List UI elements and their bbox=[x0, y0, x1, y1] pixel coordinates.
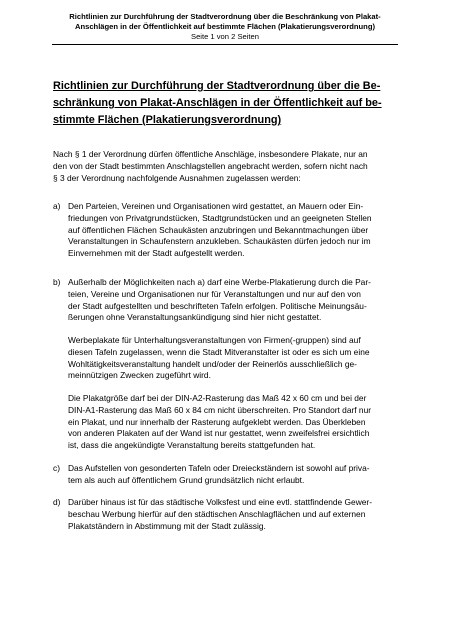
item-b-subparagraph-1 bbox=[68, 335, 399, 382]
item-b-subparagraph-2 bbox=[68, 393, 399, 452]
item-line: Außerhalb der Möglichkeiten nach a) darf eine Werbe-Plakatierung durch die Par- bbox=[68, 277, 371, 287]
item-line: Das Aufstellen von gesonderten Tafeln oder Dreieckständern ist sowohl auf priva- bbox=[68, 463, 370, 473]
item-line: Werbeplakate für Unterhaltungsveranstaltungen von Firmen(-gruppen) sind auf bbox=[68, 335, 361, 345]
item-line: tem als auch auf öffentlichem Grund grundsätzlich nicht erlaubt. bbox=[68, 474, 305, 485]
intro-paragraph bbox=[53, 149, 399, 184]
intro-line: Nach § 1 der Verordnung dürfen öffentliche Anschläge, insbesondere Plakate, nur an bbox=[53, 149, 368, 159]
list-item-text bbox=[68, 497, 372, 532]
item-line: Veranstaltungen in Schaufenstern anzukleben. Schaukästen dürfen jedoch nur im bbox=[68, 236, 371, 247]
list-marker: c) bbox=[53, 463, 60, 473]
item-line: teien, Vereine und Organisationen nur für Veranstaltungen und nur auf den von bbox=[68, 288, 361, 299]
list-item-text bbox=[68, 277, 371, 324]
list-item-text bbox=[68, 463, 370, 487]
page-number: Seite 1 von 2 Seiten bbox=[191, 32, 259, 41]
header-title-line-2: Anschlägen in der Öffentlichkeit auf bestimmte Flächen (Plakatierungsverordnung) bbox=[74, 22, 375, 31]
document-title bbox=[53, 78, 399, 129]
item-line: beschau Werbung hierfür auf den städtischen Anschlagflächen und auf externen bbox=[68, 508, 366, 519]
title-line: stimmte Flächen (Plakatierungsverordnung) bbox=[53, 114, 282, 126]
item-line: Wohltätigkeitsveranstaltung handelt und/oder der Reinerlös ausschließlich ge- bbox=[68, 358, 357, 369]
item-line: ein Plakat, und nur innerhalb der Rasterung aufgeklebt werden. Das Überkleben bbox=[68, 416, 366, 427]
item-line: diesen Tafeln zugelassen, wenn die Stadt Mitveranstalter ist oder es sich um eine bbox=[68, 346, 370, 357]
item-line: auf öffentlichen Flächen Schaukästen anzubringen und Bekanntmachungen über bbox=[68, 224, 369, 235]
header-title-line-1: Richtlinien zur Durchführung der Stadtverordnung über die Beschränkung von Plakat- bbox=[69, 12, 381, 21]
list-marker: a) bbox=[53, 201, 61, 211]
item-line: ist, dass die angekündigte Veranstaltung bereits stattgefunden hat. bbox=[68, 440, 316, 451]
item-line: von anderen Plakaten auf der Wand ist nur gestattet, wenn zweifelsfrei ersichtlich bbox=[68, 428, 370, 439]
title-line: schränkung von Plakat-Anschlägen in der Öffentlichkeit auf be- bbox=[53, 97, 382, 109]
item-line: Plakatständern in Abstimmung mit der Stadt zulässig. bbox=[68, 520, 266, 531]
item-line: Darüber hinaus ist für das städtische Volksfest und eine evtl. stattfindende Gewer- bbox=[68, 497, 372, 507]
item-line: friedungen von Privatgrundstücken, Stadtgrundstücken und an geeigneten Stellen bbox=[68, 212, 372, 223]
list-item-text bbox=[68, 201, 372, 260]
intro-line: § 3 der Verordnung nachfolgende Ausnahmen zugelassen werden: bbox=[53, 172, 301, 183]
title-line: Richtlinien zur Durchführung der Stadtverordnung über die Be- bbox=[53, 80, 381, 92]
item-line: Den Parteien, Vereinen und Organisationen wird gestattet, an Mauern oder Ein- bbox=[68, 201, 364, 211]
list-marker: d) bbox=[53, 497, 61, 507]
item-line: DIN-A1-Rasterung das Maß 60 x 84 cm nicht überschreiten. Pro Standort darf nur bbox=[68, 404, 372, 415]
list-marker: b) bbox=[53, 277, 61, 287]
intro-line: den von der Stadt bestimmten Anschlagstellen angebracht werden, sofern nicht nach bbox=[53, 160, 368, 171]
item-line: ßerungen ohne Veranstaltungsankündigung sind hier nicht gestattet. bbox=[68, 312, 322, 323]
item-line: der Stadt aufgestellten und beschrifteten Tafeln erfolgen. Politische Meinungsäu- bbox=[68, 300, 367, 311]
item-line: Die Plakatgröße darf bei der DIN-A2-Rasterung das Maß 42 x 60 cm und bei der bbox=[68, 393, 367, 403]
page-header bbox=[52, 12, 398, 45]
item-line: Einvernehmen mit der Stadt aufgestellt werden. bbox=[68, 248, 245, 259]
item-line: meinnützigen Zwecken zugeführt wird. bbox=[68, 370, 211, 381]
